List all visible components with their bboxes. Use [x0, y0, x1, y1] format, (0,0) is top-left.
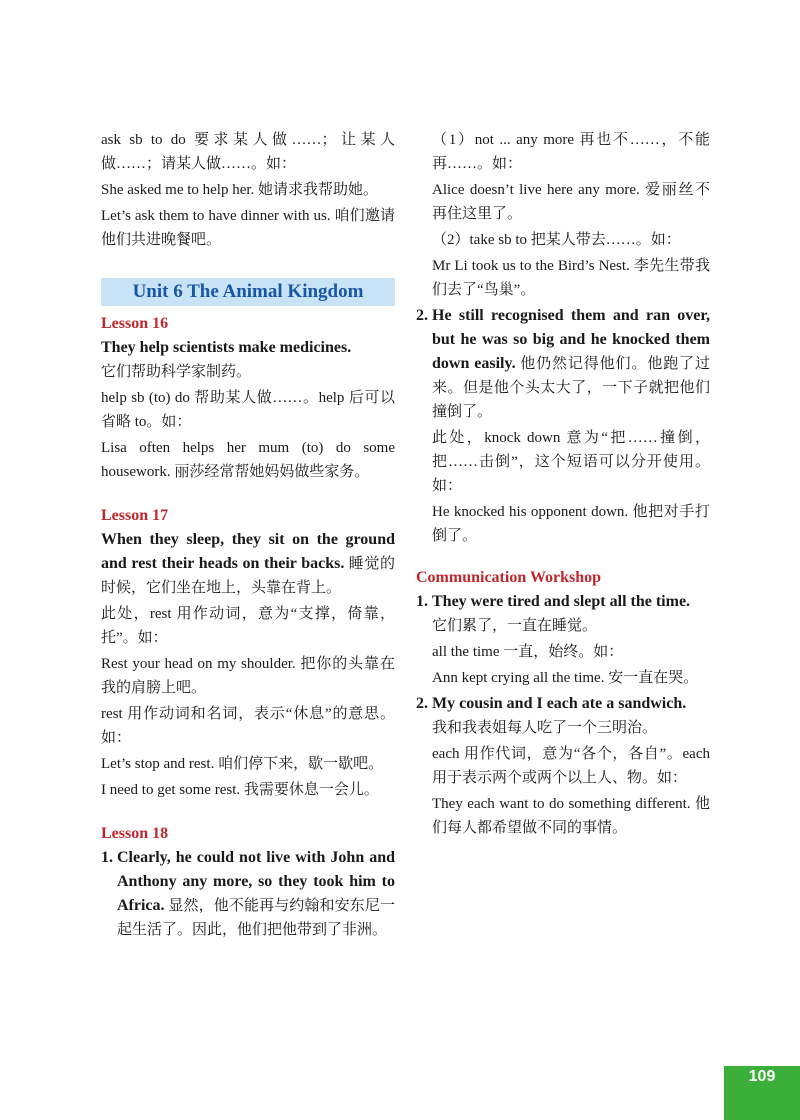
workshop-item-1: [416, 590, 710, 614]
workshop-item-1-number: 1.: [416, 593, 428, 610]
lesson-18-item-1-sentence: Clearly, he could not live with John and Anthony any more, so they took him to Africa.: [117, 849, 395, 914]
sub-point-2-example: Mr Li took us to the Bird’s Nest. 李先生带我们去了“鸟巢”。: [432, 258, 710, 298]
lesson-18-item-2-number: 2.: [416, 307, 428, 324]
lesson-16-example: Lisa often helps her mum (to) do some housework. 丽莎经常帮她妈妈做些家务。: [101, 440, 395, 480]
lesson-18-item-2-translation: 他仍然记得他们。他跑了过来。但是他个头太大了，一下子就把他们撞倒了。: [432, 356, 710, 420]
lesson-17-note-1: 此处，rest 用作动词，意为“支撑，倚靠，托”。如：: [101, 606, 395, 646]
page-number: 109: [724, 1066, 800, 1120]
lesson-18-item-1: [101, 846, 395, 942]
lesson-17-sentence-bold: When they sleep, they sit on the ground and rest their heads on their backs.: [101, 531, 395, 572]
lesson-17-note-2: rest 用作动词和名词，表示“休息”的意思。如：: [101, 706, 395, 746]
workshop-item-2-example: They each want to do something different. 他们每人都希望做不同的事情。: [432, 796, 710, 836]
sub-point-1: （1）not ... any more 再也不……，不能再……。如：: [432, 132, 710, 172]
workshop-item-1-translation: 它们累了，一直在睡觉。: [432, 618, 598, 634]
lesson-18-item-2-note: 此处，knock down 意为“把……撞倒，把……击倒”，这个短语可以分开使用。如：: [432, 430, 710, 494]
lesson-17-example-3: I need to get some rest. 我需要休息一会儿。: [101, 782, 379, 798]
lesson-18-item-2-example: He knocked his opponent down. 他把对手打倒了。: [432, 504, 710, 544]
workshop-item-2-number: 2.: [416, 695, 428, 712]
lesson-17-example-2: Let’s stop and rest. 咱们停下来，歇一歇吧。: [101, 756, 384, 772]
lesson-17-translation: 睡觉的时候，它们坐在地上，头靠在背上。: [101, 556, 395, 596]
workshop-item-1-sentence: They were tired and slept all the time.: [432, 593, 691, 610]
workshop-item-2-translation: 我和我表姐每人吃了一个三明治。: [432, 720, 658, 736]
intro-note: ask sb to do 要求某人做……；让某人做……；请某人做……。如：: [101, 132, 395, 172]
workshop-item-2-note: each 用作代词，意为“各个，各自”。each 用于表示两个或两个以上人、物。如：: [432, 746, 710, 786]
left-column: [101, 128, 395, 942]
lesson-16-heading: Lesson 16: [101, 315, 169, 332]
right-column: [416, 128, 710, 840]
lesson-17-sentence: [101, 528, 395, 600]
sub-point-1-example: Alice doesn’t live here any more. 爱丽丝不再住这里了。: [432, 182, 710, 222]
workshop-item-2-sentence: My cousin and I each ate a sandwich.: [432, 695, 687, 712]
lesson-18-item-1-translation: 显然，他不能再与约翰和安东尼一起生活了。因此，他们把他带到了非洲。: [117, 898, 395, 938]
unit-title-bar: [101, 278, 395, 306]
lesson-18-item-1-number: 1.: [101, 849, 113, 866]
lesson-18-item-2: [416, 304, 710, 424]
intro-example-1: She asked me to help her. 她请求我帮助她。: [101, 182, 379, 198]
intro-example-2: Let’s ask them to have dinner with us. 咱们邀请他们共进晚餐吧。: [101, 208, 395, 248]
communication-workshop-heading: Communication Workshop: [416, 569, 602, 586]
lesson-17-example-1: Rest your head on my shoulder. 把你的头靠在我的肩膀上吧。: [101, 656, 395, 696]
workshop-item-1-example: Ann kept crying all the time. 安一直在哭。: [432, 670, 699, 686]
lesson-16-note: help sb (to) do 帮助某人做……。help 后可以省略 to。如：: [101, 390, 395, 430]
workshop-item-1-note: all the time 一直，始终。如：: [432, 644, 624, 660]
unit-title: Unit 6 The Animal Kingdom: [132, 281, 364, 302]
lesson-17-heading: Lesson 17: [101, 507, 169, 524]
sub-point-2: （2）take sb to 把某人带去……。如：: [432, 232, 681, 248]
lesson-16-sentence: They help scientists make medicines.: [101, 339, 352, 356]
lesson-16-translation: 它们帮助科学家制药。: [101, 364, 252, 380]
workshop-item-2: [416, 692, 710, 716]
lesson-18-heading: Lesson 18: [101, 825, 169, 842]
lesson-18-item-2-sentence: He still recognised them and ran over, but he was so big and he knocked them down easily.: [432, 307, 710, 372]
